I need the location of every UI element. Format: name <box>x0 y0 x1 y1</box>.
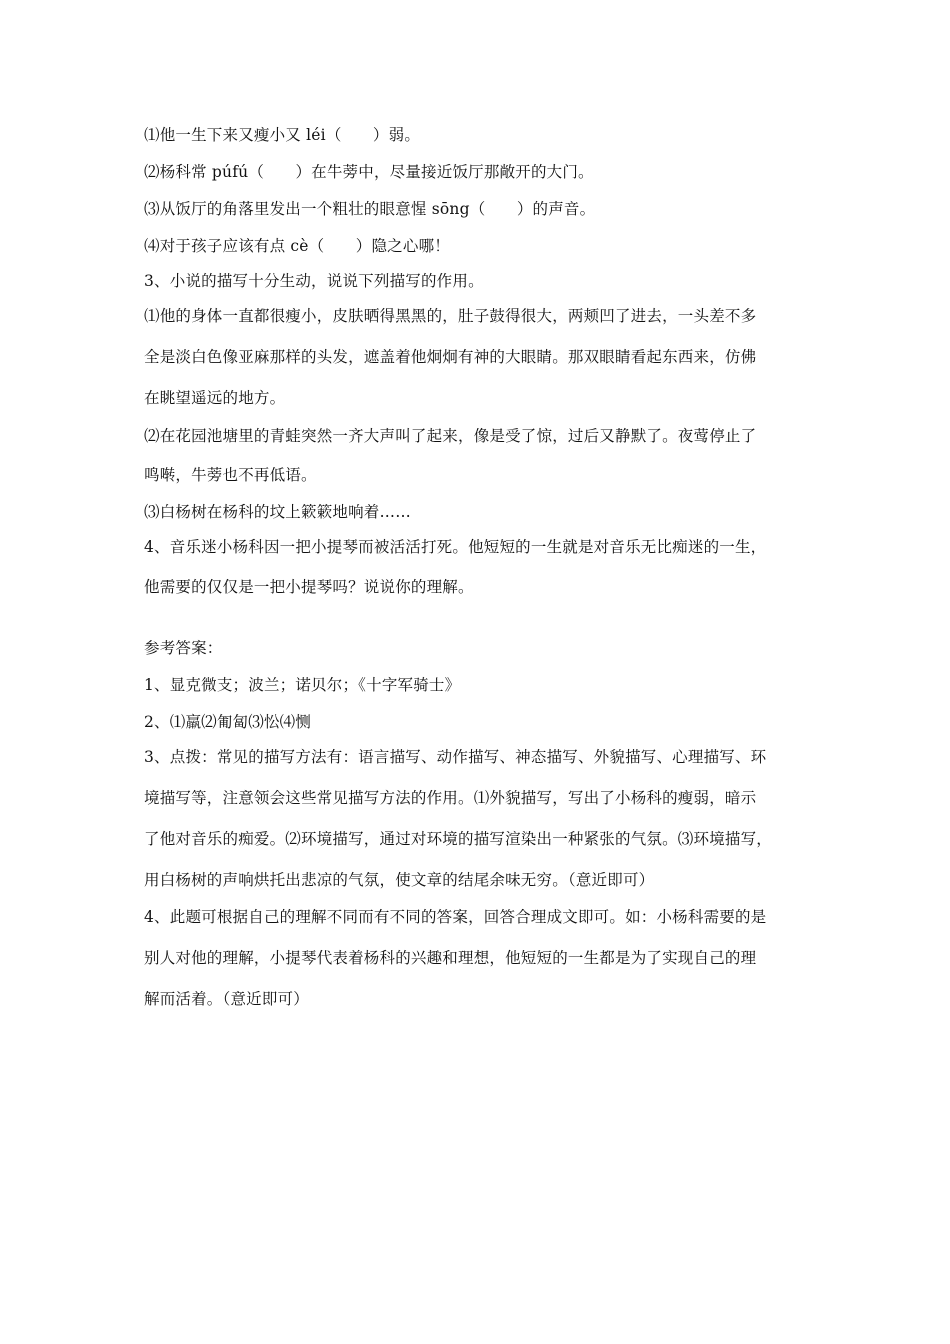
question-2-item-3: ⑶从饭厅的角落里发出一个粗壮的眼意惺 sōng（ ）的声音。 <box>144 200 596 218</box>
question-4-line-1: 4、音乐迷小杨科因一把小提琴而被活活打死。他短短的一生就是对音乐无比痴迷的一生， <box>144 538 767 556</box>
answer-4-line-1: 4、此题可根据自己的理解不同而有不同的答案，回答合理成文即可。如：小杨科需要的是 <box>144 908 767 926</box>
question-3-item-1-line-3: 在眺望遥远的地方。 <box>144 389 286 407</box>
question-3-item-2-line-1: ⑵在花园池塘里的青蛙突然一齐大声叫了起来，像是受了惊，过后又静默了。夜莺停止了 <box>144 427 757 445</box>
question-3-item-2-line-2: 鸣啭，牛蒡也不再低语。 <box>144 466 317 484</box>
answer-3-line-4: 用白杨树的声响烘托出悲凉的气氛，使文章的结尾余味无穷。（意近即可） <box>144 871 655 889</box>
answer-2: 2、⑴羸⑵匍匐⑶忪⑷恻 <box>144 713 312 731</box>
answer-3-line-1: 3、点拨：常见的描写方法有：语言描写、动作描写、神态描写、外貌描写、心理描写、环 <box>144 748 767 766</box>
answers-heading: 参考答案： <box>144 639 223 657</box>
answer-4-line-2: 别人对他的理解，小提琴代表着杨科的兴趣和理想，他短短的一生都是为了实现自己的理 <box>144 949 757 967</box>
question-3-heading: 3、小说的描写十分生动，说说下列描写的作用。 <box>144 272 484 290</box>
answer-1: 1、显克微支；波兰；诺贝尔；《十字军骑士》 <box>144 676 461 694</box>
question-2-item-4: ⑷对于孩子应该有点 cè（ ）隐之心哪！ <box>144 237 450 255</box>
answer-4-line-3: 解而活着。（意近即可） <box>144 990 309 1008</box>
question-3-item-3: ⑶白杨树在杨科的坟上簌簌地响着…… <box>144 503 411 521</box>
answer-3-line-3: 了他对音乐的痴爱。⑵环境描写，通过对环境的描写渲染出一种紧张的气氛。⑶环境描写， <box>144 830 773 848</box>
question-2-item-1: ⑴他一生下来又瘦小又 léi（ ）弱。 <box>144 126 421 144</box>
question-4-line-2: 他需要的仅仅是一把小提琴吗？说说你的理解。 <box>144 578 474 596</box>
question-3-item-1-line-1: ⑴他的身体一直都很瘦小，皮肤晒得黑黑的，肚子鼓得很大，两颊凹了进去，一头差不多 <box>144 307 757 325</box>
question-3-item-1-line-2: 全是淡白色像亚麻那样的头发，遮盖着他炯炯有神的大眼睛。那双眼睛看起东西来，仿佛 <box>144 348 757 366</box>
answer-3-line-2: 境描写等，注意领会这些常见描写方法的作用。⑴外貌描写，写出了小杨科的瘦弱，暗示 <box>144 789 757 807</box>
question-2-item-2: ⑵杨科常 púfú（ ）在牛蒡中，尽量接近饭厅那敞开的大门。 <box>144 163 594 181</box>
